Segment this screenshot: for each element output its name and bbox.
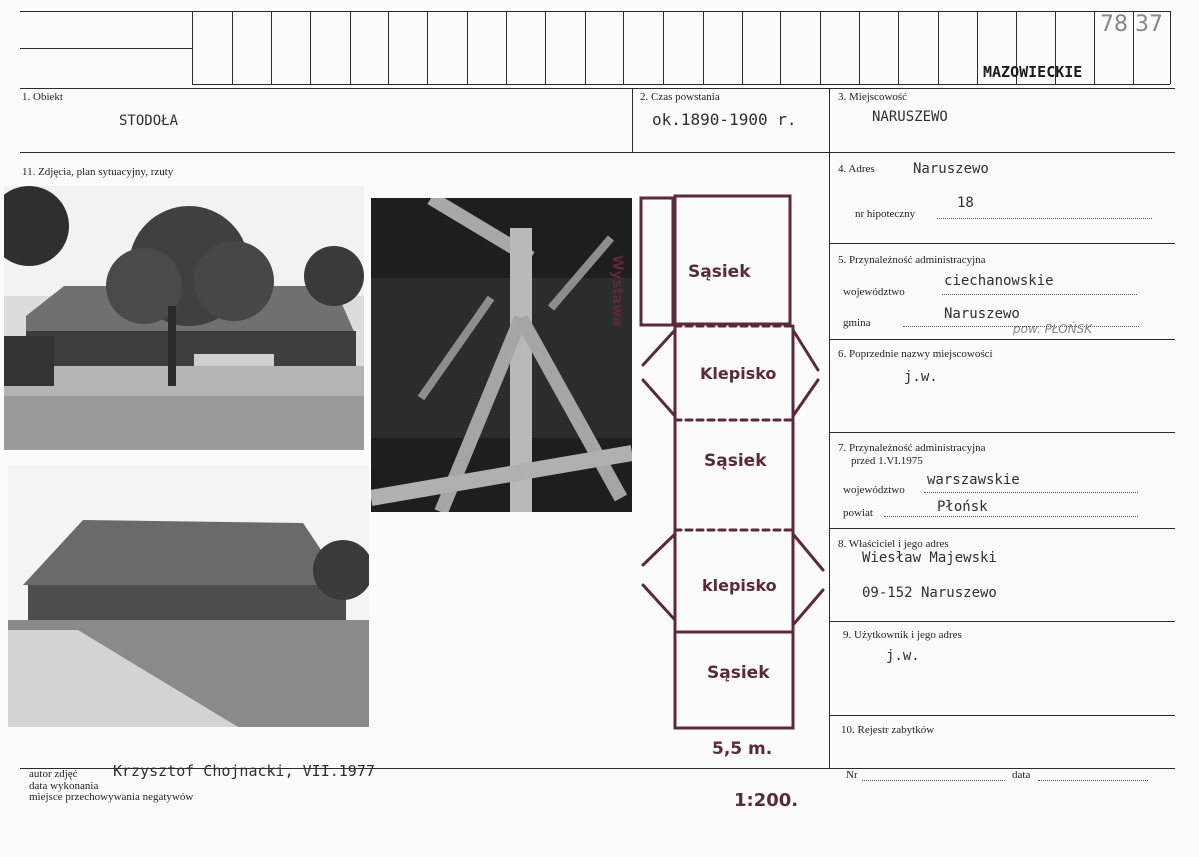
header-cell-divider xyxy=(663,11,664,84)
photo-barn-with-tree xyxy=(4,186,364,450)
header-cell-divider xyxy=(780,11,781,84)
field-wlasc-label: 8. Właściciel i jego adres xyxy=(838,538,949,550)
field-poprz-value: j.w. xyxy=(904,369,938,385)
field-miejscowosc-label: 3. Miejscowość xyxy=(838,91,908,103)
plan-room-3: Sąsiek xyxy=(704,451,767,471)
plan-room-1: Sąsiek xyxy=(688,262,751,282)
field-przyn-gmina-note: pow. PŁOŃSK xyxy=(1013,322,1093,336)
field-rejestr-data-dots xyxy=(1038,780,1148,781)
footer-miejsce-label: miejsce przechowywania negatywów xyxy=(29,791,194,803)
header-cell-divider xyxy=(271,11,272,84)
header-cell-divider xyxy=(232,11,233,84)
header-cell-divider xyxy=(506,11,507,84)
header-cell-divider xyxy=(545,11,546,84)
field-przed-label: 7. Przynależność administracyjna xyxy=(838,442,986,454)
header-cell-divider xyxy=(898,11,899,84)
plan-scale-label: 1:200. xyxy=(734,790,799,811)
right-sep-9 xyxy=(829,715,1175,716)
field-przed-powiat-dots xyxy=(884,516,1138,517)
field-przed-woj-value: warszawskie xyxy=(927,472,1020,488)
header-cell-divider xyxy=(427,11,428,84)
plan-room-2: Klepisko xyxy=(700,364,777,383)
right-sep-8 xyxy=(829,621,1175,622)
field-przyn-gmina-value: Naruszewo xyxy=(944,306,1020,322)
right-sep-5 xyxy=(829,339,1175,340)
col2-divider xyxy=(632,88,633,152)
footer-data-label: data wykonania xyxy=(29,780,99,792)
field-adres-label: 4. Adres xyxy=(838,163,875,175)
field-przyn-gmina-label: gmina xyxy=(843,317,871,329)
field-hip-dots xyxy=(937,218,1152,219)
field-uzytk-value: j.w. xyxy=(886,648,920,664)
field-przed-woj-label: województwo xyxy=(843,484,905,496)
right-sep-4 xyxy=(829,243,1175,244)
field-uzytk-label: 9. Użytkownik i jego adres xyxy=(843,629,962,641)
header-cell-divider xyxy=(859,11,860,84)
plan-room-4: klepisko xyxy=(702,576,777,595)
header-cell-divider xyxy=(703,11,704,84)
field-czas-value: ok.1890-1900 r. xyxy=(652,110,797,129)
header-cell-divider xyxy=(350,11,351,84)
field-przyn-label: 5. Przynależność administracyjna xyxy=(838,254,986,266)
header-cell-divider xyxy=(467,11,468,84)
field-rejestr-data: data xyxy=(1012,769,1031,781)
row1b-line xyxy=(20,152,1175,153)
plan-room-5: Sąsiek xyxy=(707,663,770,683)
header-cell-divider xyxy=(310,11,311,84)
header-cell-divider xyxy=(938,11,939,84)
row1-bottom-line xyxy=(20,88,1175,89)
field-hip-label: nr hipoteczny xyxy=(855,208,916,220)
field-wlasc-address: 09-152 Naruszewo xyxy=(862,585,997,601)
right-sep-7 xyxy=(829,528,1175,529)
field-zdjecia-label: 11. Zdjęcia, plan sytuacyjny, rzuty xyxy=(22,166,174,178)
right-sep-6 xyxy=(829,432,1175,433)
header-cell-divider xyxy=(820,11,821,84)
field-poprz-label: 6. Poprzednie nazwy miejscowości xyxy=(838,348,993,360)
header-cell-divider xyxy=(1094,11,1095,84)
field-hip-value: 18 xyxy=(957,195,974,211)
region-label: MAZOWIECKIE xyxy=(983,63,1083,81)
field-rejestr-nr-dots xyxy=(862,780,1005,781)
inventory-number: 78 37 xyxy=(1100,12,1163,37)
field-obiekt-value: STODOŁA xyxy=(119,113,179,129)
field-wlasc-name: Wiesław Majewski xyxy=(862,550,997,566)
field-przed-powiat-label: powiat xyxy=(843,507,873,519)
plan-wystawa-label: Wystawa xyxy=(609,255,625,327)
field-przyn-woj-value: ciechanowskie xyxy=(944,273,1054,289)
header-cell-divider xyxy=(1170,11,1171,84)
footer-autor-label: autor zdjęć xyxy=(29,768,78,780)
header-cell-divider xyxy=(623,11,624,84)
field-rejestr-label: 10. Rejestr zabytków xyxy=(841,724,935,736)
header-cell-divider xyxy=(742,11,743,84)
field-miejscowosc-value: NARUSZEWO xyxy=(872,109,948,125)
field-czas-label: 2. Czas powstania xyxy=(640,91,720,103)
field-przyn-woj-dots xyxy=(942,294,1137,295)
field-przed-label2: przed 1.VI.1975 xyxy=(851,455,923,467)
photo-barn-side xyxy=(8,465,369,727)
field-przyn-gmina-dots xyxy=(903,326,1139,327)
header-cell-divider xyxy=(192,11,193,84)
field-rejestr-nr: Nr xyxy=(846,769,858,781)
photo-roof-interior xyxy=(371,198,632,512)
field-obiekt-label: 1. Obiekt xyxy=(22,91,63,103)
header-cell-divider xyxy=(977,11,978,84)
header-cell-divider xyxy=(585,11,586,84)
field-przyn-woj-label: województwo xyxy=(843,286,905,298)
plan-width-label: 5,5 m. xyxy=(712,739,773,759)
header-bottom-line xyxy=(192,84,1170,85)
field-przed-powiat-value: Płońsk xyxy=(937,499,988,515)
field-adres-value: Naruszewo xyxy=(913,161,989,177)
header-short-line xyxy=(20,48,192,49)
header-cell-divider xyxy=(388,11,389,84)
footer-autor-value: Krzysztof Chojnacki, VII.1977 xyxy=(113,762,375,780)
field-przed-woj-dots xyxy=(924,492,1138,493)
